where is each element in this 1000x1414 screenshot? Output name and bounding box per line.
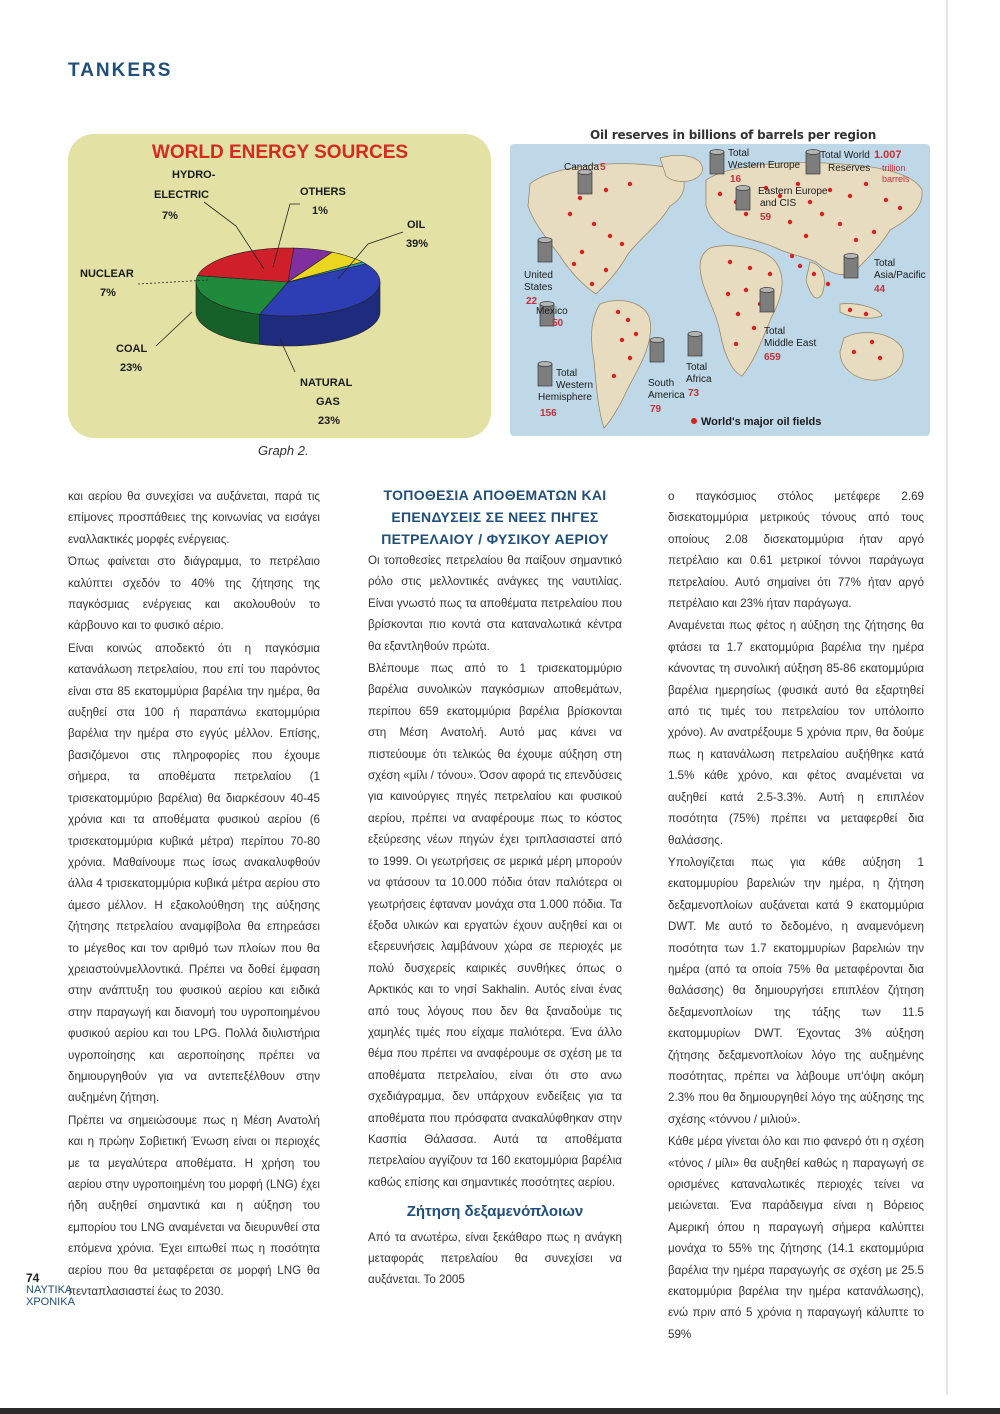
south-america-shape xyxy=(592,301,651,428)
oil-field-dot xyxy=(620,338,624,342)
oil-field-dot xyxy=(864,182,868,186)
others-pct: 1% xyxy=(312,205,328,217)
oil-field-dot xyxy=(736,312,740,316)
hydro-label-2: ELECTRIC xyxy=(154,189,209,201)
text-column-2 xyxy=(368,484,622,1292)
oil-field-dot xyxy=(870,340,874,344)
oil-field-dot xyxy=(572,262,576,266)
indonesia-shape xyxy=(840,304,882,318)
oil-label: OIL xyxy=(407,219,426,231)
middle-east-l2: Middle East xyxy=(764,338,817,349)
oil-field-dot xyxy=(878,356,882,360)
barrel-icon xyxy=(538,362,552,387)
oil-field-dot xyxy=(864,312,868,316)
barrel-icon xyxy=(760,288,774,313)
oil-field-dot xyxy=(568,212,572,216)
oil-field-dot xyxy=(616,310,620,314)
south-am-value: 79 xyxy=(650,404,662,415)
pie-tops xyxy=(196,248,380,316)
col2-paragraph-1: Οι τοποθεσίες πετρελαίου θα παίξουν σημαντικό ρόλο στις μελλοντικές ανάγκες της ναυτιλίας. Είναι γνωστό πως τα αποθέματα πετρελαίου που βρίσκονται πιο κοντά στα καταναλωτικά κέντρα θα εξαντληθούν πρώτα. xyxy=(368,554,622,653)
mexico-value: 50 xyxy=(552,318,564,329)
oil-field-dot xyxy=(612,374,616,378)
oil-field-dot xyxy=(628,356,632,360)
oil-field-dot xyxy=(804,234,808,238)
oil-pct: 39% xyxy=(406,238,429,250)
oil-field-dot xyxy=(748,266,752,270)
chart-title: WORLD ENERGY SOURCES xyxy=(151,142,409,163)
eastern-europe-l1: Eastern Europe xyxy=(758,186,828,197)
pie-slice-coal xyxy=(198,248,294,282)
col1-paragraph-4: Πρέπει να σημειώσουμε πως η Μέση Ανατολή και η πρώην Σοβιετική Ένωση είναι οι περιοχές με τα μεγαλύτερα αποθέματα. Η χρήση του αερίου στην υγροποιημένη του μορφή (LNG) έχει ήδη αυξηθεί σημαντικά και η αύξηση του εμπορίου του LNG αναμένεται να διευρυνθεί στα επόμενα χρόνια. Έχει ειπωθεί πως η ποσότητα αερίου που θα μεταφέρεται σε μορφή LNG θα πενταπλασιαστεί έως το 2030. xyxy=(68,1113,320,1299)
africa-l2: Africa xyxy=(686,374,712,385)
barrel-icon xyxy=(806,150,820,175)
eastern-europe-value: 59 xyxy=(760,212,772,223)
oil-field-dot xyxy=(604,268,608,272)
middle-east-value: 659 xyxy=(764,352,781,363)
oil-field-dot xyxy=(854,238,858,242)
oil-field-dot xyxy=(728,260,732,264)
western-europe-value: 16 xyxy=(730,174,742,185)
west-hem-value: 156 xyxy=(540,408,557,419)
col1-paragraph-1: και αερίου θα συνεχίσει να αυξάνεται, παρά τις επίμονες προσπάθειες της κοινωνίας να εισάγει εναλλακτικές μορφές ενέργειας. xyxy=(68,490,320,546)
col2-paragraph-3: Από τα ανωτέρω, είναι ξεκάθαρο πως η ανάγκη μεταφοράς πετρελαίου θα συνεχίσει να αυξάνεται. Το 2005 xyxy=(368,1230,622,1287)
oil-field-dot xyxy=(798,264,802,268)
text-column-1 xyxy=(68,486,320,1303)
subsection-heading: Ζήτηση δεξαμενόπλοιων xyxy=(406,1203,584,1221)
col3-paragraph-1: ο παγκόσμιος στόλος μετέφερε 2.69 δισεκατομμύρια μετρικούς τόνους από τους οποίους 2.08 δισεκατομμύρια ήταν αργό πετρέλαιο και 0.61 μετρικοί τόννοι παράγωγα πετρελαίου. Αυτό σημαίνει ότι 77% ήταν αργό πετρέλαιο και 23% ήταν παράγωγα. xyxy=(668,490,924,611)
leader-coal xyxy=(156,312,192,346)
oil-field-dot xyxy=(790,254,794,258)
map-title: Oil reserves in billions of barrels per region xyxy=(590,128,877,142)
scan-edge xyxy=(0,1408,1000,1414)
asia-l2: Asia/Pacific xyxy=(874,270,926,281)
col3-paragraph-3: Υπολογίζεται πως για κάθε αύξηση 1 εκατομμυρίου βαρελιών την ημέρα, η ζήτηση δεξαμενοπλοίων αυξάνεται κατά 9 εκατομμύρια DWT. Με αυτό το δεδομένο, η αναμενόμενη ποσότητα των 1.7 εκατομμυρίων βαρελιών την ημέρα (από τα οποία 75% θα μεταφέρονται δια θαλάσσης) θα δημιουργήσει επιπλέον ζήτηση δεξαμενοπλοίων της τάξης των 11.5 εκατομμυρίων DWT. Έχοντας 3% αύξηση ζήτησης δεξαμενοπλοίων λόγο της αυξημένης ποσότητας, πρέπει να λάβουμε υπ'όψη ακόμη 2.3% που θα δημιουργηθεί λόγο της αύξησης της σχέσης «τόννου / μιλιού». xyxy=(668,855,924,1126)
us-l2: States xyxy=(524,282,553,293)
oil-field-dot xyxy=(744,288,748,292)
asia-value: 44 xyxy=(874,284,886,295)
south-am-l1: South xyxy=(648,378,675,389)
oil-field-dot xyxy=(578,196,582,200)
us-value: 22 xyxy=(526,296,538,307)
col2-paragraph-2: Βλέπουμε πως από το 1 τρισεκατομμύριο βαρέλια συνολικών παγκόσμιων αποθεμάτων, περίπου 659 εκατομμύρια βαρέλια βρίσκονται στη Μέση Ανατολή. Αυτό μας κάνει να πιστεύουμε ότι τελικώς θα έχουμε αύξηση στη σχέση «μίλι / τόνου». Όσον αφορά τις επενδύσεις για καινούργιες πηγές πετρελαίου και φυσικού αερίου, πρέπει να αναφέρουμε πως το κόστος εξεύρεσης νέων πηγών έχει τριπλασιαστεί από το 1999. Οι γεωτρήσεις σε μερικά μέρη μπορούν να φτάσουν τα 10.000 πόδια όταν παλιότερα οι γεωτρήσεις έφταναν μονάχα στα 1.000 πόδια. Τα έξοδα υλικών και εργατών έχουν αυξηθεί και οι εξερευνήσεις λαμβάνουν χώρα σε περιοχές με πολύ δυσχερείς καιρικές συνθήκες όπως ο Αρκτικός και το νησί Sakhalin. Αυτός είναι ένας από τους λόγους που δεν θα ξαναδούμε τις χαμηλές τιμές που είχαμε παλιότερα. Ένα άλλο θέμα που πρέπει να αναφέρουμε σε σχέση με τα αποθέματα πετρελαίου, είναι ότι στο ανω σχεδιάγραμμα, δεν υπάρχουν ενδείξεις για τα αποθέματα που πρόσφατα ανακαλύφθηκαν στην Κασπία Θάλασσα. Αυτά τα αποθέματα πετρελαίου αγγίζουν τα 160 εκατομμύρια βαρέλια καθώς επίσης και σημαντικές ποσότητες αερίου. xyxy=(368,662,622,1189)
oil-field-dot xyxy=(744,212,748,216)
gas-pct: 23% xyxy=(318,415,341,427)
barrel-icon xyxy=(650,338,664,363)
col3-paragraph-2: Αναμένεται πως φέτος η αύξηση της ζήτησης θα φτάσει τα 1.7 εκατομμύρια βαρέλια την ημέρα κάνοντας τη συνολική αύξηση 85-86 εκατομμύρια βαρέλια ημερησίως (φυσικά αυτό θα εξαρτηθεί από τις τιμές του πετρελαίου τον υπόλοιπο χρόνο). Αν ανατρέξουμε 5 χρόνια πριν, θα δούμε πως η κατανάλωση πετρελαίου αυξήθηκε κατά 1.5% κάθε χρόνο, και φέτος αναμένεται να αυξηθεί κατά 2.5-3.3%. Αυτή η επιπλέον ποσότητα (75%) πρέπει να μεταφερθεί δια θαλάσσης. xyxy=(668,619,924,847)
gas-label-2: GAS xyxy=(316,396,340,408)
africa-l1: Total xyxy=(686,362,708,373)
energy-sources-chart xyxy=(68,134,491,438)
oil-field-dot xyxy=(884,198,888,202)
barrel-icon xyxy=(736,186,750,211)
west-hem-l2: Western xyxy=(556,380,594,391)
oil-field-dot xyxy=(604,188,608,192)
oil-field-dot xyxy=(848,194,852,198)
oil-field-dot xyxy=(838,222,842,226)
pie-chart-svg xyxy=(68,134,491,438)
oil-field-dot xyxy=(590,282,594,286)
western-europe-l2: Western Europe xyxy=(728,160,801,171)
oil-field-dot xyxy=(718,192,722,196)
oil-field-dot xyxy=(634,332,638,336)
australia-shape xyxy=(840,333,903,381)
barrel-icon xyxy=(538,238,552,263)
barrel-icon xyxy=(844,254,858,279)
col3-paragraph-4: Κάθε μέρα γίνεται όλο και πιο φανερό ότι η σχέση «τόνος / μίλι» θα αυξηθεί καθώς η παραγωγή σε ορισμένες καταναλωτικές περιοχές τείνει να μειώνεται. Ένα παράδειγμα είναι η Βόρειος Αμερική όπου η παραγωγή σήμερα καλύπτει μονάχα το 55% της ζήτησης (14.1 εκατομμύρια βαρέλια την ημέρα παραγωγής σε σχέση με 25.5 εκατομμύρια βαρέλια την ημέρα κατανάλωσης), ενώ πριν από 5 χρόνια η παραγωγή κάλυπτε το 59% xyxy=(668,1135,924,1341)
west-hem-l1: Total xyxy=(556,368,578,379)
col1-paragraph-3: Είναι κοινώς αποδεκτό ότι η παγκόσμια κατανάλωση πετρελαίου, που επί του παρόντος είναι στα 85 εκατομμύρια βαρέλια την ημέρα, θα αυξηθεί στα 100 ή παραπάνω εκατομμύρια βαρέλια την ημέρα στο εγγύς μέλλον. Επίσης, βασιζόμενοι στις πληροφορίες που έχουμε σήμερα, τα αποθέματα πετρελαίου (1 τρισεκατομμύριο βαρέλια) θα διαρκέσουν 40-45 χρόνια και τα αποθέματα φυσικού αερίου (6 τρισεκατομμύρια κυβικά μέτρα) περίπου 70-80 χρόνια. Μαθαίνουμε πως ίσως ανακαλυφθούν άλλα 4 τρισεκατομμύρια κυβικά μέτρα αερίου στο άμεσο μέλλον. Η εξακολούθηση της αύξησης ζήτησης πετρελαίου αναμφίβολα θα επηρεάσει το μέγεθος και τον αριθμό των πλοίων που θα χρειαστούνμελλοντικά. Πρέπει να δοθεί έμφαση στην ανάπτυξη του φυσικού αερίου και ειδικά στην παραγωγή και διανομή του υγροποιημένου φυσικού αερίου και του LPG. Πολλά διυλιστήρια υγροποίησης και αεροποίησης πρέπει να δημιουργηθούν για να αντεπεξέλθουν στην αυξημένη ζήτηση. xyxy=(68,641,320,1105)
coal-label: COAL xyxy=(116,343,148,355)
oil-field-dot xyxy=(812,272,816,276)
col1-paragraph-2: Όπως φαίνεται στο διάγραμμα, το πετρέλαιο καλύπτει σχεδόν το 40% της ζήτησης της παγκόσμιας ενέργειας και ακολουθούν το κάρβουνο και το φυσικό αέριο. xyxy=(68,555,320,633)
nuclear-label: NUCLEAR xyxy=(80,268,134,280)
section-heading: ΤΟΠΟΘΕΣΙΑ ΑΠΟΘΕΜΑΤΩΝ ΚΑΙ ΕΠΕΝΔΥΣΕΙΣ ΣΕ ΝΕΕΣ ΠΗΓΕΣ ΠΕΤΡΕΛΑΙΟΥ / ΦΥΣΙΚΟΥ ΑΕΡΙΟΥ xyxy=(381,487,609,547)
eastern-europe-l2: and CIS xyxy=(760,198,797,209)
oil-field-dot xyxy=(626,318,630,322)
middle-east-l1: Total xyxy=(764,326,786,337)
world-l2: Reserves xyxy=(828,163,871,174)
coal-pct: 23% xyxy=(120,362,143,374)
oil-field-dot xyxy=(898,206,902,210)
western-europe-l1: Total xyxy=(728,148,750,159)
oil-field-dot xyxy=(620,242,624,246)
hydro-pct: 7% xyxy=(162,210,178,222)
barrel-icon xyxy=(578,170,592,195)
barrel-icon xyxy=(688,332,702,357)
oil-field-dot xyxy=(580,250,584,254)
barrel-icon xyxy=(710,150,724,175)
mexico-label: Mexico xyxy=(536,306,568,317)
oil-field-dot xyxy=(726,292,730,296)
oil-reserves-map xyxy=(510,144,930,436)
world-map-svg xyxy=(510,144,930,436)
oil-field-dot xyxy=(848,308,852,312)
oil-field-dot xyxy=(808,200,812,204)
oil-field-dot xyxy=(852,350,856,354)
others-label: OTHERS xyxy=(300,186,346,198)
hydro-label-1: HYDRO- xyxy=(172,169,216,181)
oil-field-dot xyxy=(752,326,756,330)
oil-field-dot xyxy=(828,188,832,192)
canada-value: 5 xyxy=(600,162,606,173)
oil-field-dot xyxy=(628,182,632,186)
oil-field-dot xyxy=(734,342,738,346)
west-hem-l3: Hemisphere xyxy=(538,392,592,403)
asia-l1: Total xyxy=(874,258,896,269)
magazine-name-2: ΧΡΟΝΙΚΑ xyxy=(26,1296,75,1308)
canada-label: Canada xyxy=(564,162,600,173)
us-l1: United xyxy=(524,270,553,281)
oil-field-dot xyxy=(826,282,830,286)
oil-field-dot xyxy=(768,272,772,276)
gas-label-1: NATURAL xyxy=(300,377,353,389)
oil-field-dot xyxy=(872,230,876,234)
text-column-3 xyxy=(668,486,924,1346)
africa-value: 73 xyxy=(688,388,700,399)
oil-field-dot xyxy=(788,220,792,224)
oil-field-dot xyxy=(820,212,824,216)
world-l1: Total World xyxy=(820,150,870,161)
map-legend: World's major oil fields xyxy=(701,416,822,428)
world-unit-2: barrels xyxy=(882,174,910,184)
oil-field-dot xyxy=(592,222,596,226)
oil-field-dot xyxy=(608,234,612,238)
section-title: TANKERS xyxy=(68,60,173,81)
world-value: 1.007 xyxy=(874,149,902,161)
magazine-name-1: ΝΑΥΤΙΚΑ xyxy=(26,1284,73,1296)
legend-dot-icon xyxy=(691,418,697,424)
page-footer xyxy=(26,1272,75,1308)
graph-caption: Graph 2. xyxy=(258,443,309,458)
page-edge-shadow xyxy=(946,0,948,1395)
india-shape xyxy=(806,262,824,298)
world-unit-1: trillion xyxy=(882,163,906,173)
nuclear-pct: 7% xyxy=(100,287,116,299)
south-am-l2: America xyxy=(648,390,685,401)
page-number: 74 xyxy=(26,1271,40,1285)
